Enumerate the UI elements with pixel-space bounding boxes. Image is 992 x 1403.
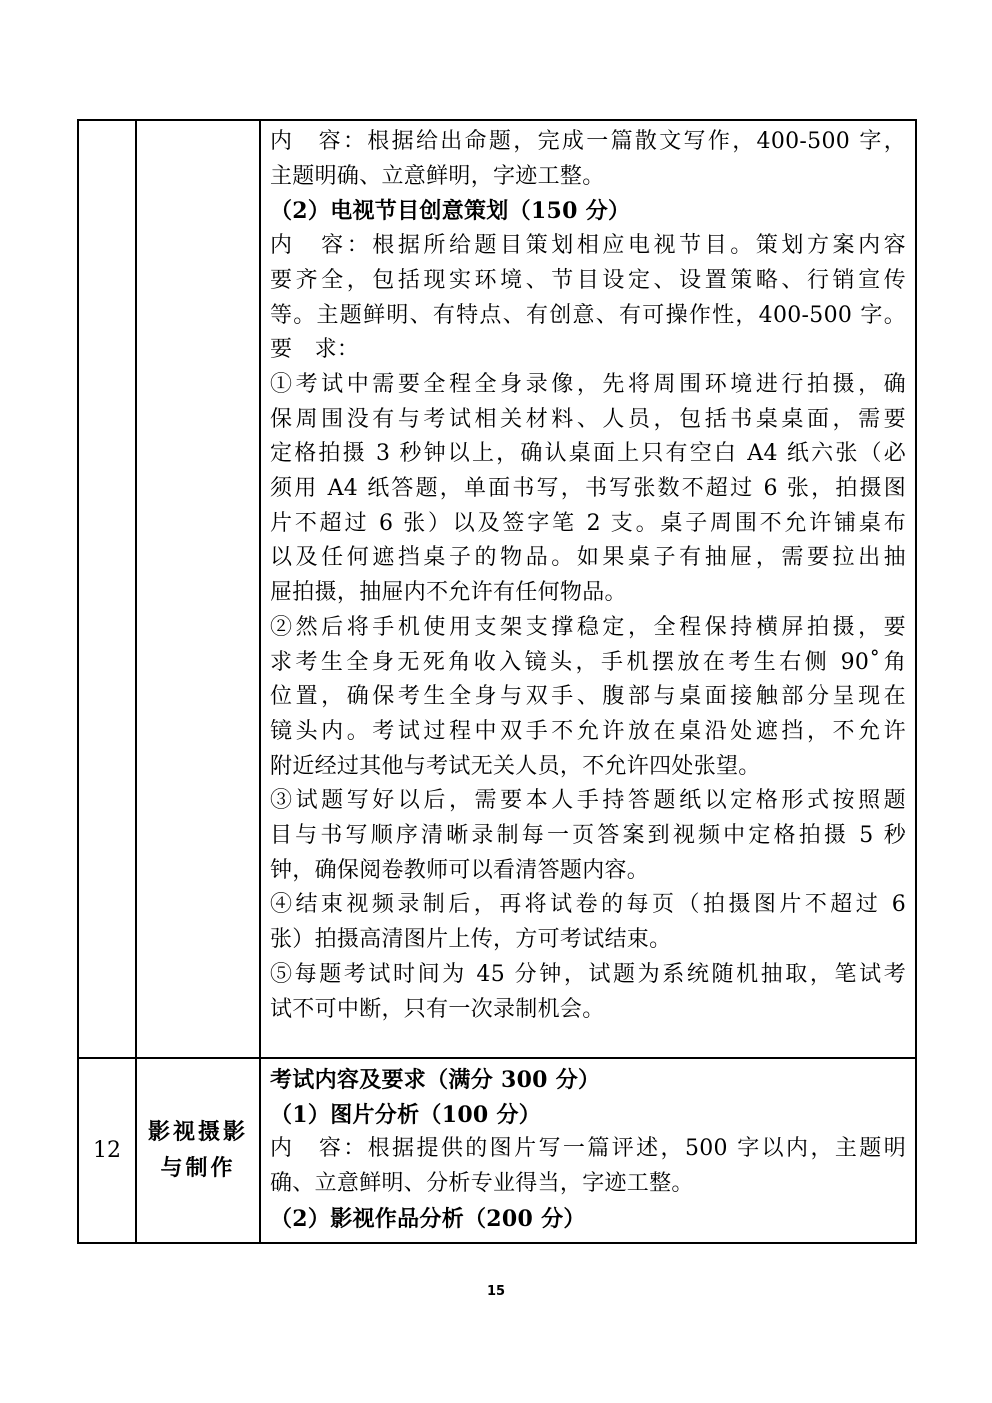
- content-text-line: 镜头内。考试过程中双手不允许放在桌沿处遮挡，不允许: [270, 718, 906, 744]
- section-heading-line: （2）影视作品分析（200 分）: [270, 1205, 586, 1232]
- table-row-12: [78, 1058, 916, 1243]
- content-text-line: 要齐全，包括现实环境、节目设定、设置策略、行销宣传: [270, 267, 906, 293]
- content-text-line: 内 容：根据所给题目策划相应电视节目。策划方案内容: [270, 233, 906, 259]
- content-text-line: ④结束视频录制后，再将试卷的每页（拍摄图片不超过 6: [270, 892, 906, 918]
- content-cell-row-12: [260, 1058, 916, 1243]
- subject-name-line-2: 与制作: [160, 1155, 236, 1182]
- content-text-line: 片不超过 6 张）以及签字笔 2 支。桌子周围不允许铺桌布: [270, 510, 906, 536]
- content-text-line: 求考生全身无死角收入镜头，手机摆放在考生右侧 90˚角: [270, 649, 906, 675]
- content-text-line: 须用 A4 纸答题，单面书写，书写张数不超过 6 张，拍摄图: [270, 476, 906, 502]
- subject-name: [136, 1058, 260, 1243]
- content-text-line: 主题明确、立意鲜明，字迹工整。: [270, 163, 605, 189]
- subject-name-line-1: 影视摄影: [147, 1119, 248, 1146]
- content-text-line: 内 容：根据提供的图片写一篇评述，500 字以内，主题明: [270, 1136, 906, 1162]
- content-text-line: ②然后将手机使用支架支撑稳定，全程保持横屏拍摄，要: [270, 614, 906, 640]
- content-text-line: 确、立意鲜明、分析专业得当，字迹工整。: [270, 1171, 694, 1197]
- name-cell-empty: [136, 120, 260, 1058]
- table-row-continued: [78, 120, 916, 1058]
- section-heading-line: 考试内容及要求（满分 300 分）: [270, 1067, 601, 1093]
- content-text-line: 张）拍摄高清图片上传，方可考试结束。: [270, 927, 672, 953]
- exam-requirements-table: [77, 119, 917, 1244]
- content-text-line: ⑤每题考试时间为 45 分钟，试题为系统随机抽取，笔试考: [270, 961, 906, 987]
- content-cell-continued: [260, 120, 916, 1058]
- content-text-line: 附近经过其他与考试无关人员，不允许四处张望。: [270, 753, 761, 779]
- content-text-line: ③试题写好以后，需要本人手持答题纸以定格形式按照题: [270, 788, 906, 814]
- content-text-line: 位置，确保考生全身与双手、腹部与桌面接触部分呈现在: [270, 684, 906, 710]
- content-text-line: 内 容：根据给出命题，完成一篇散文写作，400-500 字，: [270, 129, 906, 154]
- content-text-line: 要 求：: [270, 337, 360, 363]
- content-text-line: 定格拍摄 3 秒钟以上，确认桌面上只有空白 A4 纸六张（必: [270, 441, 906, 467]
- page-number: 15: [486, 1284, 506, 1299]
- section-heading-line: （1）图片分析（100 分）: [270, 1101, 542, 1128]
- content-text-line: 屉拍摄，抽屉内不允许有任何物品。: [270, 580, 627, 606]
- section-heading-line: （2）电视节目创意策划（150 分）: [270, 198, 631, 225]
- content-text-line: 等。主题鲜明、有特点、有创意、有可操作性，400-500 字。: [270, 302, 906, 328]
- content-text-line: 保周围没有与考试相关材料、人员，包括书桌桌面，需要: [270, 406, 906, 432]
- content-text-line: 试不可中断，只有一次录制机会。: [270, 996, 605, 1022]
- row-number: 12: [78, 1058, 136, 1243]
- number-cell-empty: [78, 120, 136, 1058]
- content-text-line: ①考试中需要全程全身录像，先将周围环境进行拍摄，确: [270, 371, 906, 397]
- content-text-line: 钟，确保阅卷教师可以看清答题内容。: [270, 857, 650, 883]
- content-text-line: 目与书写顺序清晰录制每一页答案到视频中定格拍摄 5 秒: [270, 823, 906, 849]
- content-text-line: 以及任何遮挡桌子的物品。如果桌子有抽屉，需要拉出抽: [270, 545, 906, 571]
